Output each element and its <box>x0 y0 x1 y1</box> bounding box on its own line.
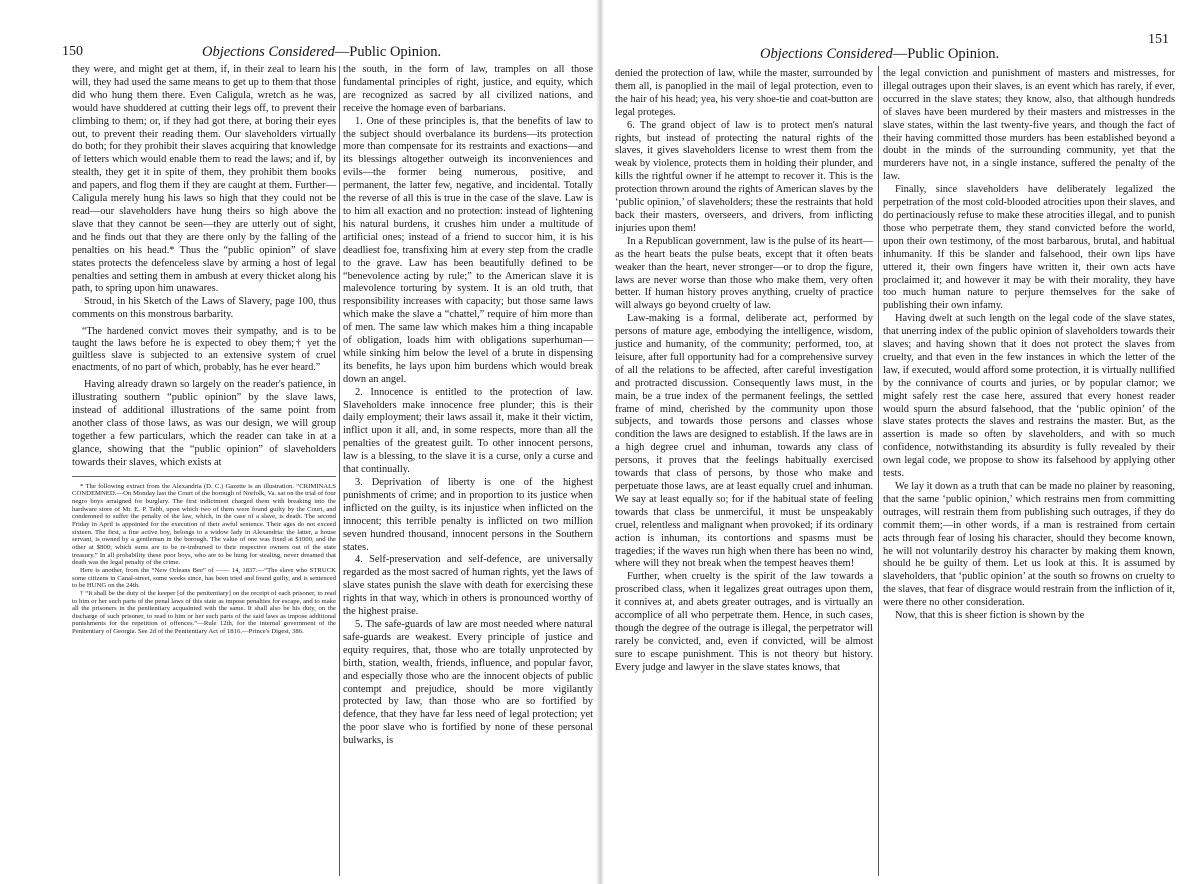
right-title-italic: Objections Considered <box>760 46 893 62</box>
paragraph: We lay it down as a truth that can be made no plainer by reasoning, that the same ‘public opinion,’ which restrains men from committing outrages, will restrain them from publishing such outrages, if they do commit them;—in other words, if a man is restrained from certain acts through fear of losing his character, should they become known, he will not voluntarily destroy his character by making them known, should he be guilty of them. Let us look at this. It is assumed by slaveholders, that ‘public opinion’ at the south so frowns on cruelty to the slaves, that fear of disgrace would restrain from the infliction of it, were there no other consideration. <box>883 481 1175 609</box>
paragraph: 2. Innocence is entitled to the protection of law. Slaveholders make innocence free plunder; this is their daily employment; their laws assail it, make it their victim, inflict upon it all, and, in some respects, more than all the penalties of the greatest guilt. To other innocent persons, law is a blessing, to the slave it is a curse, only a curse and that continually. <box>343 386 593 476</box>
block-quote: “The hardened convict moves their sympathy, and is to be taught the laws before he is expected to obey them;† yet the guiltless slave is subjected to an extensive system of cruel enactments, of no part of which, probably, has he ever heard.” <box>72 326 336 373</box>
paragraph: 6. The grand object of law is to protect men's natural rights, but instead of protecting the natural rights of the slaves, it gives slaveholders license to wrest them from the weak by violence, protects them in holding their plunder, and kills the rightful owner if he attempt to recover it. This is the protection thrown around the rights of American slaves by the ‘public opinion,’ of slaveholders; these the restraints that hold back their masters, overseers, and drivers, from inflicting injuries upon them! <box>615 119 873 234</box>
paragraph: Stroud, in his Sketch of the Laws of Slavery, page 100, thus comments on this monstrous barbarity. <box>72 296 336 321</box>
footnote-rule <box>72 476 336 477</box>
right-column-1 <box>615 68 873 675</box>
paragraph: the south, in the form of law, tramples on all those fundamental principles of right, justice, and equity, which are recognized as sacred by all civilized nations, and receive the homage even of barbarians. <box>343 64 593 114</box>
left-column-2 <box>343 64 593 748</box>
paragraph: the legal conviction and punishment of masters and mistresses, for illegal outrages upon their slaves, is an event which has rarely, if ever, occurred in the slave states; they know, also, that although hundreds of slaves have been murdered by their masters and mistresses in the slave states, within the last twenty-five years, and though the fact of their having committed those murders has been established beyond a doubt in the minds of the surrounding community, yet that the murderers have not, in a single instance, suffered the penalty of the law. <box>883 68 1175 183</box>
footnote: Here is another, from the “New Orleans Bee” of —— 14, 1837.—“The slave who STRUCK some citizens in Canal-street, some weeks since, has been tried and found guilty, and is sentenced to be HUNG on the 24th. <box>72 566 336 590</box>
paragraph: 4. Self-preservation and self-defence, are universally regarded as the most sacred of human rights, yet the laws of slave states punish the slave with death for exercising these rights in that way, which in others is pronounced worthy of the highest praise. <box>343 554 593 618</box>
paragraph: Further, when cruelty is the spirit of the law towards a proscribed class, when it legalizes great outrages upon them, it connives at, and abets greater outrages, and is virtually an accomplice of all who perpetrate them. Hence, in such cases, though the degree of the outrage is illegal, the perpetrator will rarely be convicted, and, even if convicted, will be almost sure to escape punishment. This is not theory but history. Every judge and lawyer in the slave states knows, that <box>615 571 873 673</box>
right-column-2 <box>883 68 1175 623</box>
left-title-plain: —Public Opinion. <box>334 44 442 60</box>
paragraph: 5. The safe-guards of law are most needed where natural safe-guards are weakest. Every principle of justice and equity requires, that, those who are totally unprotected by birth, station, wealth, friends, influence, and popular favor, and especially those who are the innocent objects of public contempt and prejudice, should be more vigilantly protected by law, than those who are so fortified by defence, that they have far less need of legal protection; yet the poor slave who is fortified by none of these personal bulwarks, is <box>343 618 593 747</box>
left-title-italic: Objections Considered <box>202 44 335 60</box>
paragraph: 1. One of these principles is, that the benefits of law to the subject should overbalance its burdens—its protection more than compensate for its restraints and exactions—and its blessings altogether outweigh its inconveniences and evils—the former being numerous, positive, and permanent, the latter few, negative, and incidental. Totally the reverse of all this is true in the case of the slave. Law is to him all exaction and no protection: instead of lightening his natural burdens, it crushes him under a multitude of artificial ones; instead of a friend to succor him, it is his deadliest foe, transfixing him at every step from the cradle to the grave. Law has been beautifully defined to be “benevolence acting by rule;” to the American slave it is malevolence torturing by system. It is an old truth, that responsibility increases with capacity; but those same laws which make the slave a “chattel,” require of him more than of men. The same law which makes him a thing incapable of obligation, loads him with obligations superhuman—while sinking him below the level of a brute in dispensing its benefits, he lays upon him burdens which would break down an angel. <box>343 115 593 385</box>
column-rule <box>878 66 879 876</box>
paragraph: denied the protection of law, while the master, surrounded by them all, is panoplied in the mail of legal protection, even to the hair of his head; yea, his very shoe-tie and coat-button are legal proteges. <box>615 68 873 118</box>
left-column-1 <box>72 64 336 636</box>
paragraph: In a Republican government, law is the pulse of its heart—as the heart beats the pulse beats, except that it often beats weaker than the heart, never stronger—or to drop the figure, laws are never worse than those who make them, very often better. If human history proves anything, cruelty of practice will always go beyond cruelty of law. <box>615 235 873 312</box>
left-page-number: 150 <box>62 44 83 59</box>
right-running-title <box>760 46 999 63</box>
column-rule <box>339 66 340 876</box>
right-page <box>600 0 1200 884</box>
right-running-header <box>600 32 1200 62</box>
paragraph: Having dwelt at such length on the legal code of the slave states, that unerring index of the public opinion of slaveholders towards their slaves; and having shown that it does not protect the slaves from cruelty, and that even in the few instances in which the letter of the law, if executed, would afford some protection, it is virtually nullified by the connivance of courts and juries, or by popular clamor; we might safely rest the case here, assured that every honest reader would spurn the absurd falsehood, that the ‘public opinion’ of the slave states protects the slaves and restrains the master. But, as the assertion is made so often by slaveholders, and with so much confidence, notwithstanding its absurdity is fully revealed by their own legal code, we propose to show its falsehood by applying other tests. <box>883 313 1175 480</box>
paragraph: they were, and might get at them, if, in their zeal to learn his will, they had used the same means to get up to them that those did who hung them there. Even Caligula, wretch as he was, would have shuddered at cutting their legs off, to prevent their climbing to them; or, if they had got there, at boring their eyes out, to prevent their reading them. Our slaveholders virtually do both; for they prohibit their slaves acquiring that knowledge of letters which would enable them to read the laws; and if, by stealth, they get it in spite of them, they prohibit them books and papers, and flog them if they are caught at them. Further—Caligula merely hung his laws so high that they could not be read—our slaveholders have hung theirs so high above the slave that they cannot be seen—they are utterly out of sight, and he finds out that they are there only by the falling of the penalties on his head.* Thus the “public opinion” of slave states protects the defenceless slave by arming a host of legal penalties and setting them in ambush at every thicket along his path, to spring upon him unawares. <box>72 64 336 295</box>
footnote: † “It shall be the duty of the keeper [of the penitentiary] on the receipt of each prisoner, to read to him or her such parts of the penal laws of this state as impose penalties for escape, and to make all the prisoners in the penitentiary acquainted with the same. It shall also be his duty, on the discharge of such prisoner, to read to him or her such parts of the said laws as impose additional punishments for the repetition of offences.”—Rule 12th, for the internal government of the Penitentiary of Georgia. See 2d of the Penitentiary Act of 1816.—Prince's Digest, 386. <box>72 589 336 636</box>
paragraph: 3. Deprivation of liberty is one of the highest punishments of crime; and in proportion to its justice when inflicted on the guilty, is its injustice when inflicted on the innocent; this terrible penalty is inflicted on two million seven hundred thousand, innocent persons in the Southern states. <box>343 477 593 553</box>
left-running-title <box>202 44 441 61</box>
paragraph: Finally, since slaveholders have deliberately legalized the perpetration of the most cold-blooded atrocities upon their slaves, and do pertinaciously refuse to make these atrocities illegal, and to punish those who perpetrate them, they stand convicted before the world, upon their own testimony, of the most barbarous, brutal, and habitual inhumanity. If this be slander and falsehood, their own lips have uttered it, their own fingers have written it, their own acts have proclaimed it; and however it may be with their morality, they have too much human nature to perjure themselves for the sake of publishing their own infamy. <box>883 184 1175 312</box>
paragraph: Law-making is a formal, deliberate act, performed by persons of mature age, embodying the intelligence, wisdom, justice and humanity, of the community; performed, too, at leisure, after full opportunity had for a comprehensive survey of all the relations to be affected, after careful investigation and protracted discussion. Consequently laws must, in the main, be a true index of the permanent feelings, the settled frame of mind, cherished by the community upon those subjects, and towards those persons and classes whose condition the laws are designed to establish. If the laws are in a high degree cruel and inhuman, towards any class of persons, it proves that the feelings habitually exercised towards that class of persons, by those who make and perpetuate those laws, are at least equally cruel and inhuman. We say at least equally so; for if the habitual state of feeling towards that class be unmerciful, it must be unspeakably cruel, relentless and malignant when provoked; if its ordinary action is inhuman, its contortions and spasms must be tragedies; if the waves run high when there has been no wind, where will they not break when the tempest heaves them! <box>615 313 873 570</box>
right-title-plain: —Public Opinion. <box>892 46 1000 62</box>
paragraph: Having already drawn so largely on the reader's patience, in illustrating southern “public opinion” by the slave laws, instead of additional illustrations of the same point from another class of those laws, as was our design, we will group together a few particulars, which the reader can take in at a glance, showing that the “public opinion” of slaveholders towards their slaves, which exists at <box>72 379 336 468</box>
left-running-header <box>0 40 600 60</box>
paragraph: Now, that this is sheer fiction is shown by the <box>895 610 1085 622</box>
right-page-number: 151 <box>1148 32 1169 47</box>
footnote: * The following extract from the Alexandria (D. C.) Gazette is an illustration. “CRIMINALS CONDEMNED.—On Monday last the Court of the borough of Norfolk, Va. sat on the trial of four negro boys arraigned for burglary. The first indictment charged them with breaking into the hardware store of Mr. E. P. Tabb, upon which two of them were found guilty by the Court, and condemned to suffer the penalty of the law, which, in the case of a slave, is death. The second Friday in April is appointed for the execution of their awful sentence. Their ages do not exceed sixteen. The first, a fine active boy, belongs to a widow lady in Alexandria: the latter, a house servant, is owned by a gentleman in the borough. The value of one was fixed at $1000, and the other at $800; which sums are to be re-imbursed to their respective owners out of the state treasury.” In all probability these poor boys, who are to be hung for stealing, never dreamed that death was the legal penalty of the crime. <box>72 482 336 567</box>
